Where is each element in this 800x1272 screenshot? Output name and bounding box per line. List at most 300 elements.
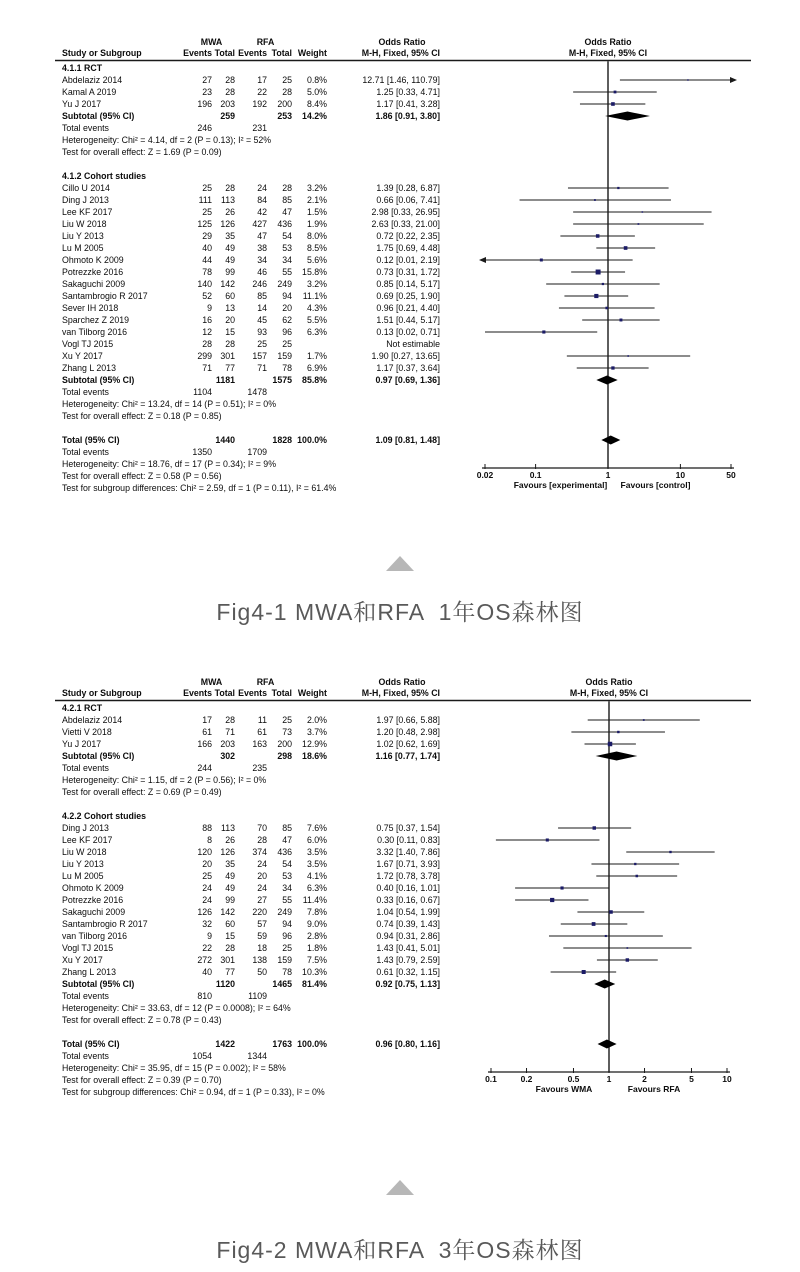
header-weight: Weight: [297, 48, 327, 58]
favours-left-label: Favours WMA: [535, 1084, 593, 1094]
weight-value: 8.4%: [306, 99, 327, 109]
mwa-events: 12: [202, 327, 212, 337]
effect-square: [617, 187, 619, 189]
forest-plot-svg: [55, 33, 755, 502]
rfa-total: 1763: [272, 1039, 292, 1049]
study-name: Sakaguchi 2009: [62, 279, 126, 289]
weight-value: 1.9%: [306, 219, 327, 229]
study-name: Liu Y 2013: [62, 859, 104, 869]
rfa-total: 249: [277, 907, 292, 917]
header-events-mwa: Events: [183, 688, 212, 698]
or-ci-text: 0.69 [0.25, 1.90]: [376, 291, 440, 301]
mwa-total: 26: [225, 207, 235, 217]
mwa-total: 113: [220, 823, 235, 833]
rfa-events: 59: [257, 931, 267, 941]
rfa-total: 54: [282, 231, 292, 241]
favours-right-label: Favours RFA: [627, 1084, 681, 1094]
weight-value: 1.5%: [306, 207, 327, 217]
rfa-total: 53: [282, 243, 292, 253]
weight-value: 7.8%: [306, 907, 327, 917]
mwa-events: 25: [202, 871, 212, 881]
or-ci-text: 0.94 [0.31, 2.86]: [376, 931, 440, 941]
mwa-total: 302: [220, 751, 235, 761]
rfa-total: 53: [282, 871, 292, 881]
study-name: Lee KF 2017: [62, 835, 113, 845]
rfa-events: 61: [257, 727, 267, 737]
effect-square: [614, 91, 617, 94]
or-ci-text: 1.86 [0.91, 3.80]: [375, 111, 440, 121]
total-events-rfa: 1709: [247, 447, 267, 457]
or-ci-text: 0.75 [0.37, 1.54]: [376, 823, 440, 833]
rfa-total: 1465: [272, 979, 292, 989]
or-ci-text: 0.12 [0.01, 2.19]: [376, 255, 440, 265]
rfa-events: 46: [257, 267, 267, 277]
rfa-events: 93: [257, 327, 267, 337]
rfa-events: 57: [257, 919, 267, 929]
mwa-events: 88: [202, 823, 212, 833]
forest-plot-svg: [55, 673, 755, 1106]
study-name: Kamal A 2019: [62, 87, 117, 97]
weight-value: 7.5%: [306, 955, 327, 965]
ci-arrow-right: [730, 77, 737, 83]
total-events-rfa: 231: [252, 123, 267, 133]
weight-value: 0.8%: [306, 75, 327, 85]
effect-square: [627, 355, 629, 357]
rfa-total: 200: [277, 739, 292, 749]
axis-tick-label: 0.5: [567, 1074, 580, 1084]
subgroup-label: 4.1.1 RCT: [62, 63, 103, 73]
weight-value: 6.3%: [306, 883, 327, 893]
subgroup-label: 4.1.2 Cohort studies: [62, 171, 147, 181]
rfa-total: 34: [282, 255, 292, 265]
effect-square: [608, 742, 612, 746]
rfa-events: 42: [257, 207, 267, 217]
or-ci-text: 1.39 [0.28, 6.87]: [376, 183, 440, 193]
total-events-label: Total events: [62, 123, 109, 133]
study-name: Yu J 2017: [62, 739, 102, 749]
subtotal-label: Subtotal (95% CI): [62, 375, 135, 385]
subgroup-label: 4.2.2 Cohort studies: [62, 811, 147, 821]
rfa-total: 85: [282, 823, 292, 833]
rfa-events: 47: [257, 231, 267, 241]
study-name: Lee KF 2017: [62, 207, 113, 217]
favours-left-label: Favours [experimental]: [513, 480, 608, 490]
figure-caption-2: Fig4-2 MWA和RFA 3年OS森林图: [216, 1237, 584, 1263]
rfa-total: 28: [282, 183, 292, 193]
rfa-events: 50: [257, 967, 267, 977]
study-name: Liu W 2018: [62, 219, 107, 229]
or-ci-text: 2.98 [0.33, 26.95]: [371, 207, 440, 217]
weight-value: 6.3%: [306, 327, 327, 337]
rfa-total: 78: [282, 363, 292, 373]
study-name: Sparchez Z 2019: [62, 315, 129, 325]
mwa-total: 28: [225, 339, 235, 349]
mwa-events: 299: [197, 351, 212, 361]
rfa-total: 25: [282, 715, 292, 725]
axis-tick-label: 10: [722, 1074, 732, 1084]
study-name: Ding J 2013: [62, 195, 109, 205]
header-total-mwa: Total: [214, 48, 235, 58]
study-name: Abdelaziz 2014: [62, 75, 123, 85]
rfa-total: 249: [277, 279, 292, 289]
weight-value: 3.5%: [306, 859, 327, 869]
weight-value: 3.2%: [306, 183, 327, 193]
total-events-mwa: 244: [197, 763, 212, 773]
rfa-total: 25: [282, 339, 292, 349]
header-rfa: RFA: [256, 37, 275, 47]
total-events-rfa: 235: [252, 763, 267, 773]
study-name: Lu M 2005: [62, 871, 104, 881]
subtotal-diamond: [594, 980, 615, 989]
rfa-events: 220: [252, 907, 267, 917]
study-name: Xu Y 2017: [62, 351, 103, 361]
rfa-events: 20: [257, 871, 267, 881]
weight-value: 7.6%: [306, 823, 327, 833]
favours-right-label: Favours [control]: [620, 480, 691, 490]
header-study: Study or Subgroup: [62, 688, 142, 698]
rfa-total: 96: [282, 931, 292, 941]
total-events-mwa: 246: [197, 123, 212, 133]
axis-tick-label: 50: [726, 470, 736, 480]
header-events-rfa: Events: [238, 688, 267, 698]
stat-text: Heterogeneity: Chi² = 18.76, df = 17 (P = 0.34); I² = 9%: [62, 459, 277, 469]
mwa-events: 22: [202, 943, 212, 953]
stat-text: Test for overall effect: Z = 0.78 (P = 0.43): [62, 1015, 222, 1025]
weight-value: 2.8%: [306, 931, 327, 941]
header-or-sub: M-H, Fixed, 95% CI: [361, 688, 440, 698]
rfa-total: 1575: [272, 375, 292, 385]
rfa-total: 85: [282, 195, 292, 205]
mwa-total: 28: [225, 943, 235, 953]
mwa-events: 25: [202, 207, 212, 217]
study-name: van Tilborg 2016: [62, 327, 128, 337]
study-name: Sakaguchi 2009: [62, 907, 126, 917]
rfa-total: 159: [277, 351, 292, 361]
study-name: Liu W 2018: [62, 847, 107, 857]
mwa-events: 24: [202, 895, 212, 905]
or-ci-text: 1.90 [0.27, 13.65]: [371, 351, 440, 361]
rfa-total: 25: [282, 75, 292, 85]
weight-value: 11.1%: [302, 291, 327, 301]
study-name: Xu Y 2017: [62, 955, 103, 965]
mwa-total: 60: [225, 291, 235, 301]
separator-triangle-icon: [386, 1180, 414, 1195]
or-ci-text: 1.09 [0.81, 1.48]: [375, 435, 440, 445]
stat-text: Test for subgroup differences: Chi² = 0.94, df = 1 (P = 0.33), I² = 0%: [62, 1087, 325, 1097]
mwa-events: 52: [202, 291, 212, 301]
rfa-total: 47: [282, 835, 292, 845]
effect-square: [669, 851, 671, 853]
mwa-total: 203: [220, 739, 235, 749]
mwa-events: 196: [197, 99, 212, 109]
weight-value: 100.0%: [297, 435, 327, 445]
stat-text: Test for overall effect: Z = 0.18 (P = 0.85): [62, 411, 222, 421]
subgroup-label: 4.2.1 RCT: [62, 703, 103, 713]
or-ci-text: 1.51 [0.44, 5.17]: [376, 315, 440, 325]
or-ci-text: 1.04 [0.54, 1.99]: [376, 907, 440, 917]
weight-value: 3.7%: [306, 727, 327, 737]
stat-text: Heterogeneity: Chi² = 35.95, df = 15 (P = 0.002); I² = 58%: [62, 1063, 286, 1073]
study-name: Lu M 2005: [62, 243, 104, 253]
weight-value: 15.8%: [302, 267, 327, 277]
forest-plot-3year-os: [55, 673, 761, 1118]
rfa-events: 24: [257, 859, 267, 869]
total-label: Total (95% CI): [62, 1039, 120, 1049]
study-name: Potrezzke 2016: [62, 267, 124, 277]
or-ci-text: 1.43 [0.79, 2.59]: [376, 955, 440, 965]
rfa-events: 27: [257, 895, 267, 905]
mwa-events: 32: [202, 919, 212, 929]
total-diamond: [601, 436, 620, 445]
or-ci-text: 1.75 [0.69, 4.48]: [376, 243, 440, 253]
effect-square: [582, 970, 586, 974]
stat-text: Test for overall effect: Z = 0.69 (P = 0.49): [62, 787, 222, 797]
study-name: Yu J 2017: [62, 99, 102, 109]
mwa-total: 49: [225, 883, 235, 893]
effect-square: [596, 234, 600, 238]
axis-tick-label: 5: [689, 1074, 694, 1084]
subtotal-diamond: [596, 376, 617, 385]
mwa-events: 23: [202, 87, 212, 97]
subtotal-label: Subtotal (95% CI): [62, 751, 135, 761]
weight-value: 18.6%: [302, 751, 327, 761]
or-ci-text: 1.20 [0.48, 2.98]: [376, 727, 440, 737]
effect-square: [609, 910, 612, 913]
effect-square: [542, 330, 545, 333]
weight-value: 10.3%: [302, 967, 327, 977]
mwa-total: 126: [220, 847, 235, 857]
mwa-total: 259: [220, 111, 235, 121]
rfa-events: 70: [257, 823, 267, 833]
total-events-label: Total events: [62, 763, 109, 773]
rfa-events: 38: [257, 243, 267, 253]
effect-square: [634, 863, 636, 865]
effect-square: [611, 102, 615, 106]
weight-value: 2.0%: [306, 715, 327, 725]
mwa-events: 71: [202, 363, 212, 373]
header-or-title: Odds Ratio: [378, 677, 426, 687]
study-name: van Tilborg 2016: [62, 931, 128, 941]
effect-square: [602, 283, 604, 285]
axis-tick-label: 0.02: [476, 470, 494, 480]
total-events-mwa: 1104: [193, 387, 212, 397]
study-name: Vietti V 2018: [62, 727, 112, 737]
or-ci-text: 3.32 [1.40, 7.86]: [376, 847, 440, 857]
header-total-rfa: Total: [271, 688, 292, 698]
rfa-events: 25: [257, 339, 267, 349]
total-events-label: Total events: [62, 1051, 109, 1061]
rfa-total: 62: [282, 315, 292, 325]
mwa-events: 120: [197, 847, 212, 857]
study-name: Santambrogio R 2017: [62, 919, 148, 929]
header-weight: Weight: [297, 688, 327, 698]
axis-tick-label: 0.1: [485, 1074, 497, 1084]
mwa-events: 24: [202, 883, 212, 893]
weight-value: 81.4%: [302, 979, 327, 989]
stat-text: Heterogeneity: Chi² = 33.63, df = 12 (P = 0.0008); I² = 64%: [62, 1003, 291, 1013]
axis-tick-label: 0.1: [529, 470, 542, 480]
mwa-total: 203: [220, 99, 235, 109]
header-total-rfa: Total: [271, 48, 292, 58]
rfa-events: 24: [257, 883, 267, 893]
rfa-events: 45: [257, 315, 267, 325]
stat-text: Heterogeneity: Chi² = 13.24, df = 14 (P = 0.51); I² = 0%: [62, 399, 277, 409]
rfa-events: 246: [252, 279, 267, 289]
mwa-events: 28: [202, 339, 212, 349]
or-ci-text: 0.96 [0.21, 4.40]: [376, 303, 440, 313]
or-ci-text: 1.67 [0.71, 3.93]: [376, 859, 440, 869]
header-graph-sub: M-H, Fixed, 95% CI: [569, 688, 649, 698]
mwa-total: 28: [225, 87, 235, 97]
mwa-total: 142: [220, 907, 235, 917]
header-study: Study or Subgroup: [62, 48, 142, 58]
header-or-sub: M-H, Fixed, 95% CI: [361, 48, 440, 58]
rfa-total: 94: [282, 919, 292, 929]
mwa-events: 9: [207, 931, 212, 941]
effect-square: [643, 719, 645, 721]
rfa-total: 436: [277, 847, 292, 857]
or-ci-text: 1.02 [0.62, 1.69]: [376, 739, 440, 749]
effect-square: [687, 79, 689, 81]
header-mwa: MWA: [200, 37, 223, 47]
weight-value: 5.6%: [306, 255, 327, 265]
rfa-events: 192: [252, 99, 267, 109]
or-ci-text: 12.71 [1.46, 110.79]: [362, 75, 440, 85]
effect-square: [611, 366, 614, 369]
rfa-total: 436: [277, 219, 292, 229]
mwa-events: 40: [202, 967, 212, 977]
mwa-total: 49: [225, 871, 235, 881]
study-name: Ohmoto K 2009: [62, 883, 124, 893]
mwa-total: 35: [225, 859, 235, 869]
weight-value: 1.8%: [306, 943, 327, 953]
mwa-total: 1422: [215, 1039, 235, 1049]
rfa-total: 34: [282, 883, 292, 893]
total-events-label: Total events: [62, 387, 109, 397]
effect-square: [546, 838, 549, 841]
effect-square: [636, 875, 639, 878]
mwa-total: 13: [225, 303, 235, 313]
effect-square: [642, 211, 644, 213]
or-ci-text: 1.17 [0.41, 3.28]: [376, 99, 440, 109]
mwa-events: 9: [207, 303, 212, 313]
mwa-events: 78: [202, 267, 212, 277]
study-name: Vogl TJ 2015: [62, 943, 114, 953]
header-graph-sub: M-H, Fixed, 95% CI: [568, 48, 648, 58]
weight-value: 85.8%: [302, 375, 327, 385]
rfa-total: 47: [282, 207, 292, 217]
mwa-total: 142: [220, 279, 235, 289]
rfa-events: 24: [257, 183, 267, 193]
mwa-events: 272: [197, 955, 212, 965]
total-events-mwa: 810: [197, 991, 212, 1001]
mwa-total: 20: [225, 315, 235, 325]
weight-value: 5.0%: [306, 87, 327, 97]
weight-value: 1.7%: [306, 351, 327, 361]
effect-square: [593, 826, 596, 829]
effect-square: [617, 731, 619, 733]
total-events-rfa: 1109: [248, 991, 267, 1001]
weight-value: 6.0%: [306, 835, 327, 845]
or-ci-text: 0.13 [0.02, 0.71]: [376, 327, 440, 337]
rfa-total: 253: [277, 111, 292, 121]
or-ci-text: Not estimable: [386, 339, 440, 349]
mwa-events: 140: [197, 279, 212, 289]
study-name: Sever IH 2018: [62, 303, 119, 313]
rfa-total: 96: [282, 327, 292, 337]
or-ci-text: 1.16 [0.77, 1.74]: [375, 751, 440, 761]
mwa-total: 77: [225, 363, 235, 373]
stat-text: Test for overall effect: Z = 0.58 (P = 0.56): [62, 471, 222, 481]
subtotal-diamond: [605, 112, 650, 121]
mwa-events: 61: [202, 727, 212, 737]
mwa-total: 126: [220, 219, 235, 229]
mwa-events: 20: [202, 859, 212, 869]
study-name: Zhang L 2013: [62, 363, 116, 373]
weight-value: 14.2%: [302, 111, 327, 121]
mwa-total: 49: [225, 255, 235, 265]
rfa-events: 71: [257, 363, 267, 373]
mwa-events: 126: [197, 907, 212, 917]
or-ci-text: 0.85 [0.14, 5.17]: [376, 279, 440, 289]
header-mwa: MWA: [200, 677, 223, 687]
subtotal-diamond: [596, 752, 638, 761]
total-events-label: Total events: [62, 447, 109, 457]
or-ci-text: 0.33 [0.16, 0.67]: [376, 895, 440, 905]
rfa-events: 84: [257, 195, 267, 205]
rfa-events: 34: [257, 255, 267, 265]
mwa-total: 60: [225, 919, 235, 929]
weight-value: 3.5%: [306, 847, 327, 857]
or-ci-text: 1.25 [0.33, 4.71]: [376, 87, 440, 97]
mwa-total: 1120: [215, 979, 235, 989]
effect-square: [626, 958, 629, 961]
mwa-events: 40: [202, 243, 212, 253]
study-name: Ding J 2013: [62, 823, 109, 833]
rfa-total: 73: [282, 727, 292, 737]
or-ci-text: 0.97 [0.69, 1.36]: [375, 375, 440, 385]
or-ci-text: 0.73 [0.31, 1.72]: [376, 267, 440, 277]
study-name: Liu Y 2013: [62, 231, 104, 241]
header-graph-title: Odds Ratio: [584, 37, 632, 47]
stat-text: Heterogeneity: Chi² = 1.15, df = 2 (P = 0.56); I² = 0%: [62, 775, 267, 785]
effect-square: [594, 199, 596, 201]
rfa-total: 78: [282, 967, 292, 977]
effect-square: [594, 294, 598, 298]
study-name: Santambrogio R 2017: [62, 291, 148, 301]
total-events-rfa: 1478: [247, 387, 267, 397]
or-ci-text: 1.97 [0.66, 5.88]: [376, 715, 440, 725]
rfa-total: 54: [282, 859, 292, 869]
rfa-events: 138: [252, 955, 267, 965]
stat-text: Heterogeneity: Chi² = 4.14, df = 2 (P = 0.13); I² = 52%: [62, 135, 272, 145]
mwa-total: 301: [220, 955, 235, 965]
or-ci-text: 0.74 [0.39, 1.43]: [376, 919, 440, 929]
stat-text: Test for subgroup differences: Chi² = 2.59, df = 1 (P = 0.11), I² = 61.4%: [62, 483, 337, 493]
figure-caption-1: Fig4-1 MWA和RFA 1年OS森林图: [216, 599, 584, 625]
axis-tick-label: 2: [642, 1074, 647, 1084]
or-ci-text: 2.63 [0.33, 21.00]: [371, 219, 440, 229]
or-ci-text: 0.61 [0.32, 1.15]: [376, 967, 440, 977]
total-events-mwa: 1350: [192, 447, 212, 457]
study-name: Vogl TJ 2015: [62, 339, 114, 349]
mwa-total: 1440: [215, 435, 235, 445]
mwa-events: 17: [202, 715, 212, 725]
total-diamond: [598, 1040, 617, 1049]
or-ci-text: 1.43 [0.41, 5.01]: [376, 943, 440, 953]
rfa-events: 85: [257, 291, 267, 301]
effect-square: [605, 935, 607, 937]
